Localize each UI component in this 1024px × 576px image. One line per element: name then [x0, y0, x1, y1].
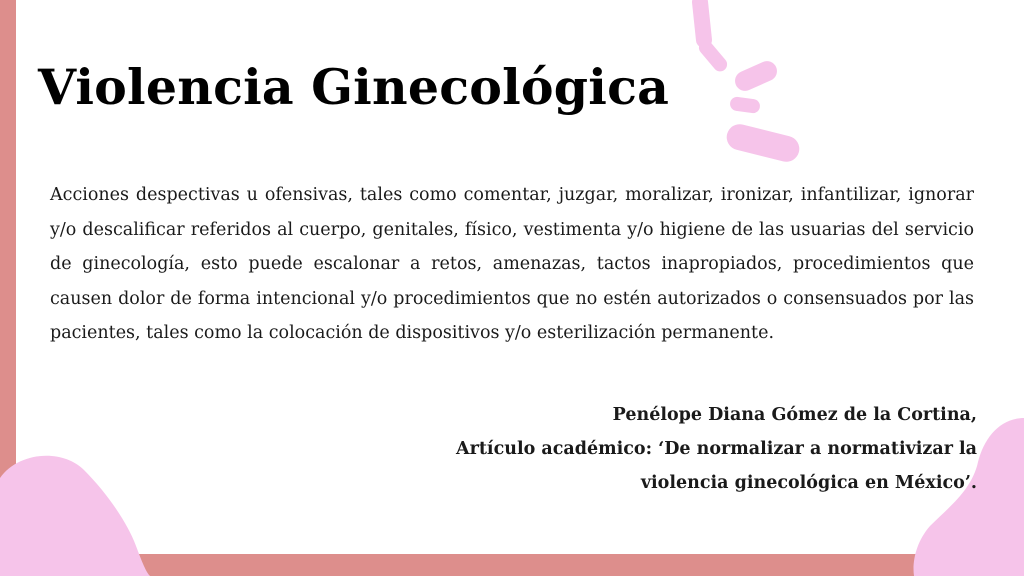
- attribution-source-line-2: violencia ginecológica en México’.: [640, 473, 977, 493]
- sparkle-ray: [729, 96, 761, 114]
- attribution-author: Penélope Diana Gómez de la Cortina,: [612, 405, 977, 425]
- sparkle-ray: [691, 0, 713, 49]
- sparkle-ray: [732, 58, 780, 94]
- sparkle-ray: [724, 121, 802, 164]
- attribution-source-line-1: Artículo académico: ‘De normalizar a normativizar la: [456, 439, 977, 459]
- body-paragraph: Acciones despectivas u ofensivas, tales como comentar, juzgar, moralizar, ironizar, infantilizar, ignorar y/o descalificar referidos al cuerpo, genitales, físico, vestimenta y/o higiene de las usuarias del servicio de ginecología, esto puede escalonar a retos, amenazas, tactos inapropiados, procedimientos que causen dolor de forma intencional y/o procedimientos que no estén autorizados o consensuados por las pacientes, tales como la colocación de dispositivos y/o esterilización permanente.: [50, 185, 974, 343]
- sparkle-ray: [696, 38, 730, 75]
- attribution: [456, 398, 977, 500]
- page-title: Violencia Ginecológica: [38, 58, 670, 116]
- blob-bottom-left: [0, 456, 150, 576]
